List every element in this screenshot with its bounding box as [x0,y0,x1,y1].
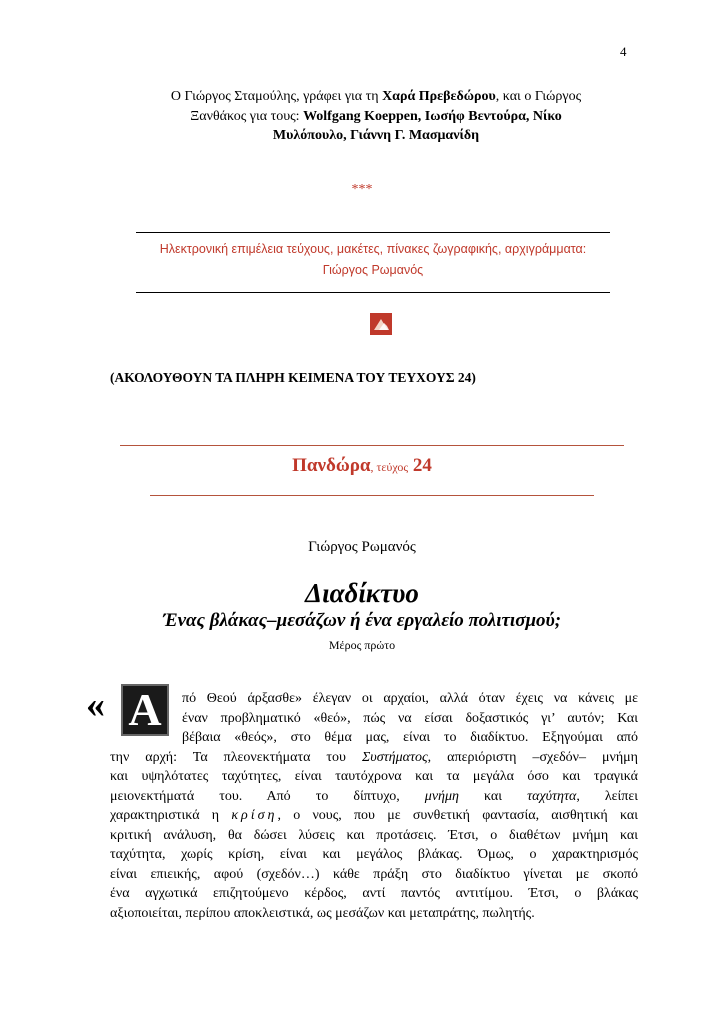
drop-cap-letter: Α [121,684,169,736]
body-line [110,748,638,768]
credits-names: Wolfgang Koeppen, Ιωσήφ Βεντούρα, Νίκο [303,108,562,124]
divider-line [136,232,610,233]
article-title: Διαδίκτυο [305,578,419,608]
body-line: είναι επιεικής, αφού (σχεδόν…) κάθε πράξη στο διαδίκτυο γίνεται με σκοπό [110,866,638,882]
credits-paragraph [118,87,634,146]
article-part: Μέρος πρώτο [328,638,396,652]
issue-number: 24 [408,455,432,476]
divider-line [150,495,594,496]
credits-names: Μυλόπουλο, Γιάννη Γ. Μασμανίδη [272,128,480,143]
page-number: 4 [620,44,627,59]
body-line: βέβαια «θεός», στο θέμα μας, είναι το διαδίκτυο. Εξηγούμαι από [182,730,638,745]
editing-credit-role: Ηλεκτρονική επιμέλεια τεύχους, μακέτες, πίνακες ζωγραφικής, αρχιγράμματα: [159,242,587,256]
magazine-name: Πανδώρα [292,455,371,476]
credits-name: Χαρά Πρεβεδώρου [382,89,496,104]
body-text: , ο νους, που με συνθετική φαντασία, αισθητική και [277,808,638,823]
body-text: , απεριόριστη –σχεδόν– μνήμη [427,749,638,765]
issue-label: τεύχος [376,460,409,474]
body-line [110,787,638,807]
editing-credit-name: Γιώργος Ρωμανός [322,263,424,277]
body-line [110,806,638,826]
credits-text: Ξανθάκος για τους: [190,108,304,124]
following-texts-note: (ΑΚΟΛΟΥΘΟΥΝ ΤΑ ΠΛΗΡΗ ΚΕΙΜΕΝΑ ΤΟΥ ΤΕΥΧΟΥΣ 24) [110,370,476,385]
body-emphasis: μνήμη [424,788,459,804]
body-line: και υψηλότατες ταχύτητες, είναι ταυτόχρονα και τα μεγάλα όσο και τραγικά [110,769,638,784]
divider-line [136,292,610,293]
opening-quote-mark: « [86,684,105,726]
credits-text: Ο Γιώργος Σταμούλης, γράφει για τη [170,89,383,104]
article-author: Γιώργος Ρωμανός [308,539,416,555]
body-emphasis: Συστήματος [361,749,428,765]
body-emphasis: κρίση [231,808,278,823]
body-line: πό Θεού άρξασθε» έλεγαν οι αρχαίοι, αλλά όταν έχεις να κάνεις με [182,691,638,706]
magazine-title [0,455,724,477]
body-line: ένα αγχωτικά επιζητούμενο κέρδος, αντί παντός αντιτίμου. Έτσι, ο βλάκας [110,886,638,901]
body-text: και [484,788,503,804]
article-subtitle: Ένας βλάκας–μεσάζων ή ένα εργαλείο πολιτισμού; [162,610,562,631]
body-text: μειονεκτήματά του. Από το δίπτυχο, [110,788,400,804]
body-text: την αρχή: Τα πλεονεκτήματα του [110,749,362,765]
magazine-sep: , [370,460,377,474]
divider-line [120,445,624,446]
body-line: αξιοποιείται, περίπου αποκλειστικά, ως μεσάζων και μεταπράτης, πωλητής. [110,905,535,921]
body-text: , λείπει [576,788,639,804]
body-line: κριτική ανάλυση, θα δώσει λύσεις και προτάσεις. Έτσι, ο διαθέτων μνήμη και [110,827,638,843]
article-body [110,689,638,923]
body-line: έναν προβληματικό «θεό», πώς να είσαι δοξαστικός γι’ αυτόν; Και [182,710,638,726]
credits-text: , και ο Γιώργος [495,89,582,104]
section-separator-stars: *** [351,182,373,197]
body-emphasis: ταχύτητα [527,788,577,804]
editing-credit [138,239,608,281]
body-line: ταχύτητα, χωρίς κρίση, είναι και μεγάλος βλάκας. Όμως, ο χαρακτηρισμός [110,847,638,862]
body-text: χαρακτηριστικά η [110,808,232,823]
pandora-logo-icon [370,313,392,335]
